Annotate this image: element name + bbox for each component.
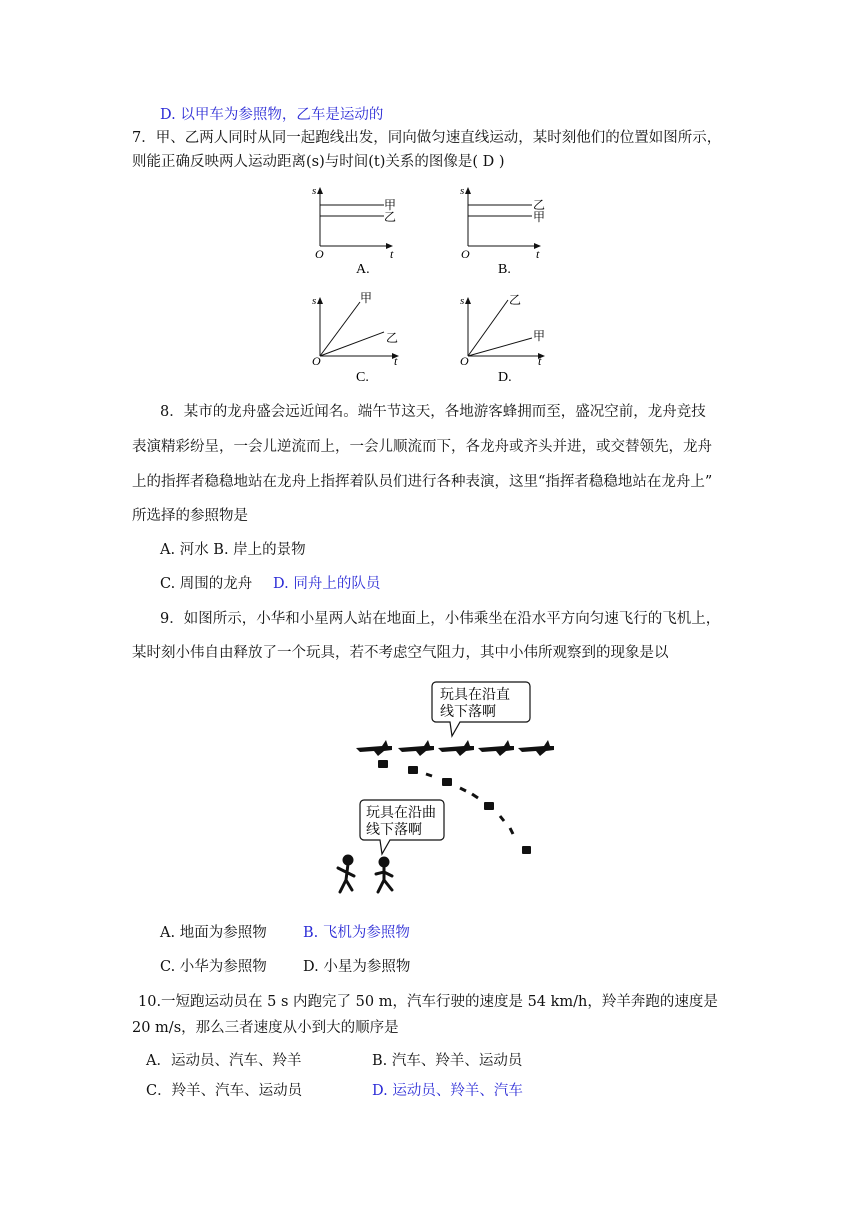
q10-option-c: C．羚羊、汽车、运动员: [146, 1083, 303, 1099]
graph-a-label: A.: [356, 262, 370, 277]
q8-option-d: D. 同舟上的队员: [273, 576, 381, 592]
graph-b-t: t: [536, 247, 540, 261]
q8-stem-line4: 所选择的参照物是: [132, 508, 248, 524]
graph-d-top: 乙: [509, 293, 522, 307]
bubble-bottom-line2: 线下落啊: [366, 823, 422, 838]
graph-b-top: 乙: [533, 198, 546, 212]
q9-illustration: [330, 676, 570, 906]
q7-stem-line1: 7．甲、乙两人同时从同一起跑线出发，同向做匀速直线运动，某时刻他们的位置如图所示，: [132, 130, 722, 146]
q9-stem-line2: 某时刻小伟自由释放了一个玩具，若不考虑空气阻力，其中小伟所观察到的现象是以: [132, 645, 669, 661]
q10-option-b: B. 汽车、羚羊、运动员: [372, 1053, 523, 1069]
graph-c-o: O: [312, 354, 321, 368]
graph-d-bottom: 甲: [533, 329, 546, 343]
graph-c-label: C.: [356, 370, 369, 385]
q9-option-a: A. 地面为参照物: [160, 925, 267, 941]
q10-stem-line1: 10.一短跑运动员在 5 s 内跑完了 50 m，汽车行驶的速度是 54 km/h，羚羊奔跑的速度是: [138, 994, 718, 1010]
graph-a-o: O: [315, 247, 324, 261]
graph-a-bottom: 乙: [384, 210, 397, 224]
graph-c-t: t: [394, 354, 398, 368]
q8-option-c: C. 周围的龙舟: [160, 576, 253, 592]
q9-stem-line1: 9．如图所示，小华和小星两人站在地面上，小伟乘坐在沿水平方向匀速飞行的飞机上，: [160, 611, 721, 627]
q9-option-c: C. 小华为参照物: [160, 959, 267, 975]
graph-b-o: O: [461, 247, 470, 261]
graph-c-bottom: 乙: [386, 331, 399, 345]
graph-b-bottom: 甲: [533, 210, 546, 224]
speech-bubble-plane: [432, 682, 530, 736]
bubble-bottom-line1: 玩具在沿曲: [366, 806, 436, 821]
graph-d-t: t: [538, 354, 542, 368]
graph-b-s: s: [460, 185, 465, 197]
q8-stem-line3: 上的指挥者稳稳地站在龙舟上指挥着队员们进行各种表演，这里“指挥者稳稳地站在龙舟上”: [132, 474, 713, 490]
q9-option-d: D. 小星为参照物: [303, 959, 411, 975]
graph-a-s: s: [312, 185, 317, 197]
graph-d-s: s: [460, 295, 465, 307]
q9-option-b: B. 飞机为参照物: [303, 925, 410, 941]
q6-option-d: D. 以甲车为参照物，乙车是运动的: [160, 107, 384, 123]
graph-c: [312, 291, 398, 385]
q10-option-a: A．运动员、汽车、羚羊: [146, 1053, 302, 1069]
graph-a-top: 甲: [384, 198, 397, 212]
q8-stem-line1: 8．某市的龙舟盛会远近闻名。端午节这天，各地游客蜂拥而至，盛况空前，龙舟竞技: [160, 404, 706, 420]
speech-bubble-ground: [360, 800, 444, 854]
graph-a-t: t: [390, 247, 394, 261]
bubble-top-line1: 玩具在沿直: [440, 688, 510, 703]
airplane-icons: [356, 740, 554, 756]
q7-graphs: [300, 180, 570, 390]
graph-a: [312, 185, 396, 277]
q10-option-d: D. 运动员、羚羊、汽车: [372, 1083, 523, 1099]
stick-figures: [338, 856, 392, 892]
graph-d-o: O: [460, 354, 469, 368]
graph-d: [460, 293, 545, 385]
q8-stem-line2: 表演精彩纷呈，一会儿逆流而上，一会儿顺流而下，各龙舟或齐头并进，或交替领先，龙舟: [132, 439, 712, 455]
q8-options-ab: A. 河水 B. 岸上的景物: [160, 542, 306, 558]
bubble-top-line2: 线下落啊: [440, 705, 496, 720]
q7-stem-line2: 则能正确反映两人运动距离(s)与时间(t)关系的图像是( D ): [132, 154, 505, 170]
graph-d-label: D.: [498, 370, 512, 385]
graph-b-label: B.: [498, 262, 511, 277]
q10-stem-line2: 20 m/s，那么三者速度从小到大的顺序是: [132, 1020, 399, 1036]
graph-c-s: s: [312, 295, 317, 307]
graph-c-top: 甲: [360, 291, 373, 305]
graph-b: [460, 185, 545, 277]
